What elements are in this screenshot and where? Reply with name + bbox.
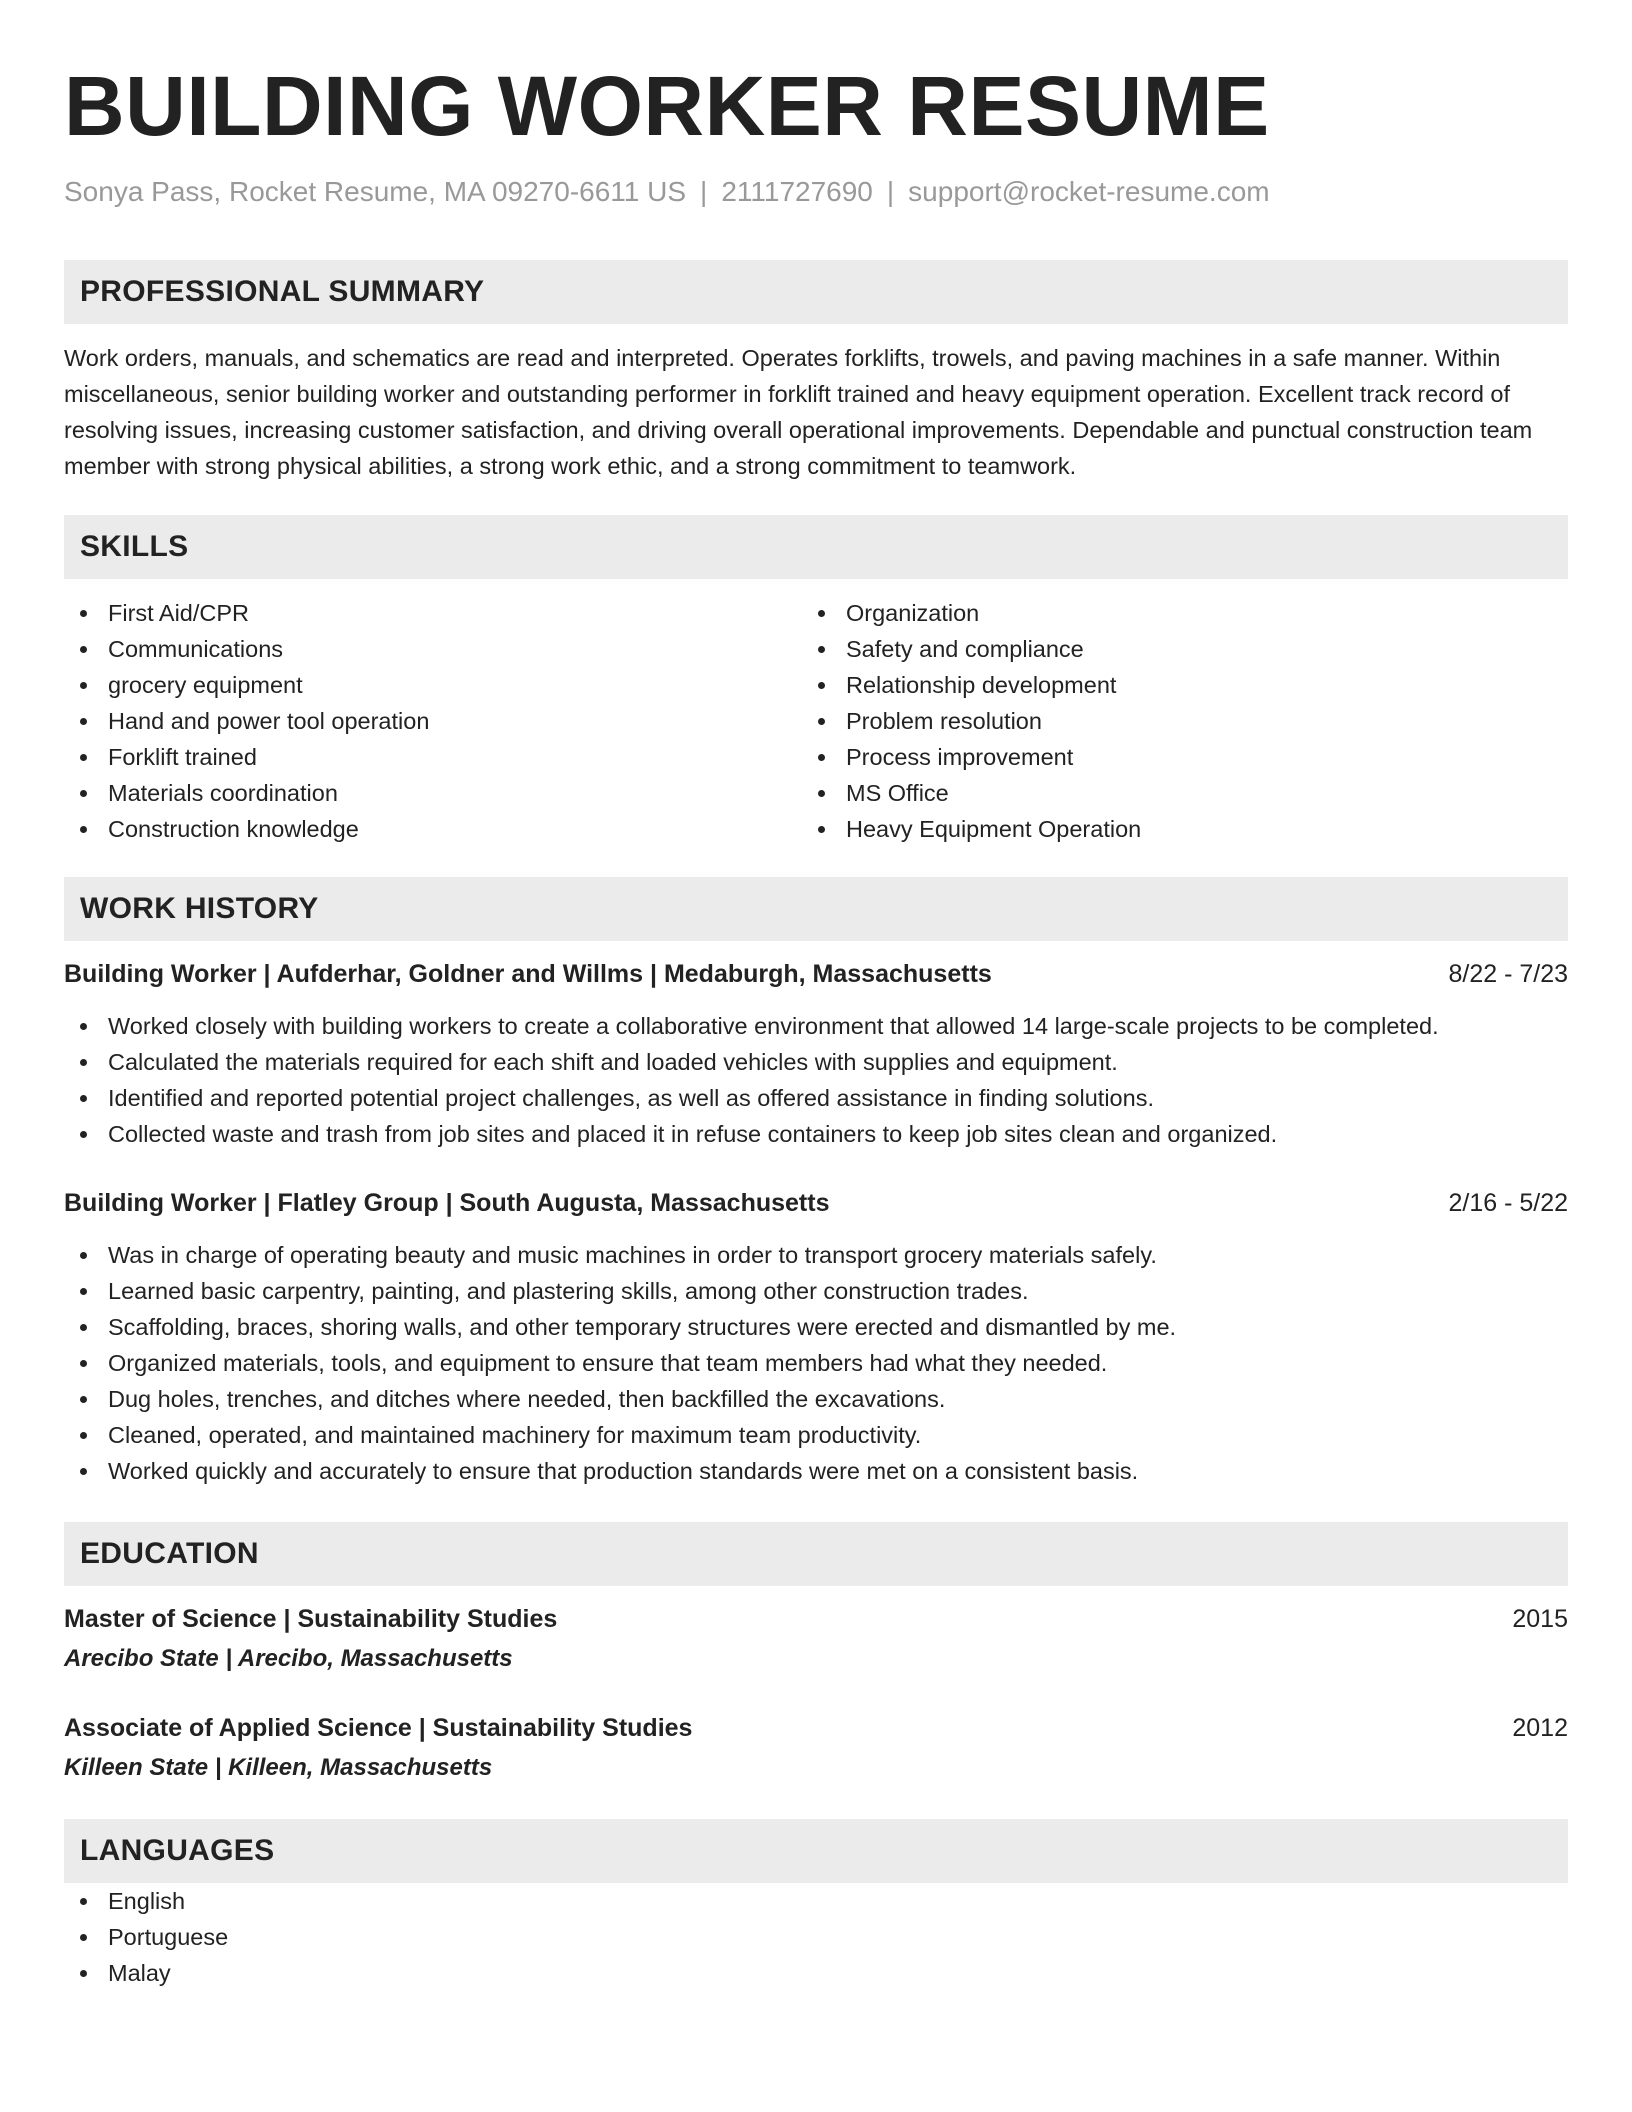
summary-text: Work orders, manuals, and schematics are read and interpreted. Operates forklifts, trowels, and paving machines in a safe manner. Within miscellaneous, senior building worker and outstanding performer in forklift trained and heavy equipment operation. Excellent track record of resolving issues, increasing customer satisfaction, and driving overall operational improvements. Dependable and punctual construction team member with strong physical abilities, a strong work ethic, and a strong commitment to teamwork. <box>64 345 1533 479</box>
section-heading-work-history: WORK HISTORY <box>64 877 1568 941</box>
section-heading-education: EDUCATION <box>64 1522 1568 1586</box>
job-duty: Cleaned, operated, and maintained machinery for maximum team productivity. <box>64 1417 1568 1453</box>
contact-line <box>64 174 1568 210</box>
language-item: English <box>64 1883 1568 1919</box>
job-duty: Calculated the materials required for each shift and loaded vehicles with supplies and equipment. <box>64 1044 1568 1080</box>
contact-separator: | <box>886 176 895 207</box>
skills-column-left <box>64 595 802 847</box>
job-entry <box>64 956 1568 1152</box>
job-duty: Collected waste and trash from job sites and placed it in refuse containers to keep job sites clean and organized. <box>64 1116 1568 1152</box>
skill-item: Communications <box>64 631 802 667</box>
skill-item: Hand and power tool operation <box>64 703 802 739</box>
job-duty: Was in charge of operating beauty and music machines in order to transport grocery materials safely. <box>64 1237 1568 1273</box>
job-duty: Organized materials, tools, and equipment to ensure that team members had what they needed. <box>64 1345 1568 1381</box>
skill-item: Construction knowledge <box>64 811 802 847</box>
skill-item: Safety and compliance <box>802 631 1540 667</box>
job-duty: Dug holes, trenches, and ditches where needed, then backfilled the excavations. <box>64 1381 1568 1417</box>
contact-separator: | <box>700 176 708 207</box>
section-heading-languages: LANGUAGES <box>64 1819 1568 1883</box>
skill-item: Problem resolution <box>802 703 1540 739</box>
education-header <box>64 1601 1568 1637</box>
job-title: Building Worker | Aufderhar, Goldner and Willms | Medaburgh, Massachusetts <box>64 960 992 988</box>
skill-item: Forklift trained <box>64 739 802 775</box>
job-duties-list <box>64 1237 1568 1489</box>
skill-item: MS Office <box>802 775 1540 811</box>
resume-title: BUILDING WORKER RESUME <box>64 59 1270 153</box>
education-degree: Master of Science | Sustainability Studies <box>64 1605 558 1633</box>
education-degree: Associate of Applied Science | Sustainability Studies <box>64 1714 693 1742</box>
language-item: Portuguese <box>64 1919 1568 1955</box>
job-dates: 8/22 - 7/23 <box>1448 960 1568 988</box>
education-entry <box>64 1710 1568 1786</box>
skills-column-right <box>802 595 1540 847</box>
contact-phone: 2111727690 <box>721 176 873 207</box>
skill-item: Relationship development <box>802 667 1540 703</box>
job-duty: Scaffolding, braces, shoring walls, and other temporary structures were erected and dismantled by me. <box>64 1309 1568 1345</box>
skill-item: grocery equipment <box>64 667 802 703</box>
contact-email: support@rocket-resume.com <box>908 176 1270 207</box>
job-title: Building Worker | Flatley Group | South Augusta, Massachusetts <box>64 1189 830 1217</box>
job-dates: 2/16 - 5/22 <box>1448 1189 1568 1217</box>
skill-item: Materials coordination <box>64 775 802 811</box>
section-heading-summary: PROFESSIONAL SUMMARY <box>64 260 1568 324</box>
job-duty: Identified and reported potential project challenges, as well as offered assistance in finding solutions. <box>64 1080 1568 1116</box>
skill-item: Process improvement <box>802 739 1540 775</box>
skill-item: Organization <box>802 595 1540 631</box>
job-header <box>64 956 1568 992</box>
education-entry <box>64 1601 1568 1677</box>
skills-grid <box>64 595 1568 847</box>
job-duties-list <box>64 1008 1568 1152</box>
contact-address: Sonya Pass, Rocket Resume, MA 09270-6611 US <box>64 176 687 207</box>
job-header <box>64 1185 1568 1221</box>
job-duty: Worked closely with building workers to create a collaborative environment that allowed 14 large-scale projects to be completed. <box>64 1008 1568 1044</box>
education-year: 2012 <box>1512 1714 1568 1742</box>
education-year: 2015 <box>1512 1605 1568 1633</box>
language-item: Malay <box>64 1955 1568 1991</box>
education-header <box>64 1710 1568 1746</box>
skills-list-right <box>802 595 1540 847</box>
skill-item: First Aid/CPR <box>64 595 802 631</box>
job-duty: Worked quickly and accurately to ensure that production standards were met on a consistent basis. <box>64 1453 1568 1489</box>
skills-list-left <box>64 595 802 847</box>
job-entry <box>64 1185 1568 1489</box>
skill-item: Heavy Equipment Operation <box>802 811 1540 847</box>
languages-list <box>64 1883 1568 1991</box>
education-school: Arecibo State | Arecibo, Massachusetts <box>64 1645 513 1672</box>
education-school: Killeen State | Killeen, Massachusetts <box>64 1754 493 1781</box>
job-duty: Learned basic carpentry, painting, and plastering skills, among other construction trades. <box>64 1273 1568 1309</box>
section-heading-skills: SKILLS <box>64 515 1568 579</box>
